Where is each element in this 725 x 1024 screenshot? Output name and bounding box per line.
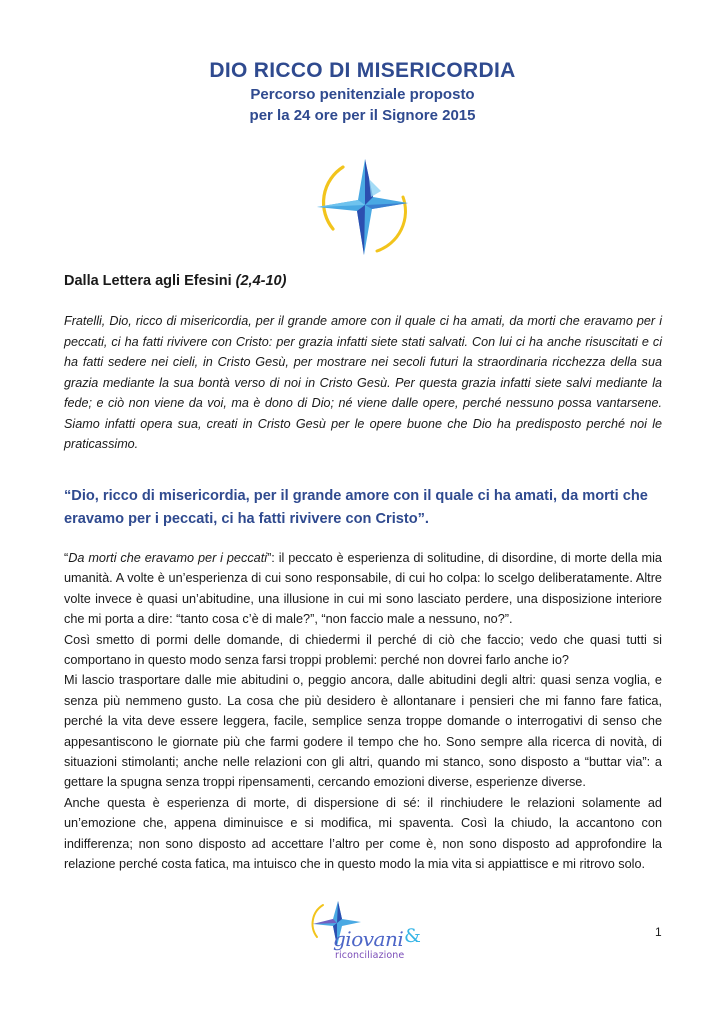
reading-heading-text: Dalla Lettera agli Efesini xyxy=(64,273,232,289)
footer-logo-ampersand: & xyxy=(404,925,421,947)
reflection-body xyxy=(64,548,662,875)
cross-star-logo-icon xyxy=(315,157,410,257)
reflection-paragraph: Mi lascio trasportare dalle mie abitudini o, peggio ancora, dalle abitudini degli altri: quasi senza voglia, e senza più nemmeno gusto. La cosa che più desidero è allontanare i pensieri che mi fanno fare fatica, perché la vita deve essere leggera, facile, semplice senza troppe domande o interrogativi di senso che appesantiscono le giornate più che farmi godere il tempo che ho. Sono sempre alla ricerca di novità, di situazioni stimolanti; anche nelle relazioni con gli altri, quando mi stanco, sono disposto a “buttar via”: a gettare la spugna senza troppi ripensamenti, cercando emozioni diverse, esperienze diverse. xyxy=(64,673,662,790)
footer-logo-word-giovani: giovani xyxy=(333,927,404,951)
paragraph-text: ”: il peccato è esperienza di solitudine, di disordine, di morte della mia umanità. A volte è un’esperienza di cui sono responsabile, di cui ho colpa: lo scelgo deliberatamente. Altre volte invece è quasi un’abitudine, una illusione in cui mi sono lasciato perdere, una disposizione interiore che mi porta a dire: “tanto cosa c’è di male?”, “non faccio male a nessuno, no?”. xyxy=(64,551,662,627)
footer-logo-word-riconciliazione: riconciliazione xyxy=(335,950,405,961)
page-number: 1 xyxy=(655,925,662,939)
document-subtitle-line1: Percorso penitenziale proposto xyxy=(250,86,475,103)
footer-logo xyxy=(309,899,431,965)
reading-reference: (2,4-10) xyxy=(235,273,287,289)
document-title: DIO RICCO DI MISERICORDIA xyxy=(209,59,516,82)
reading-heading xyxy=(64,273,286,289)
reflection-paragraph: Così smetto di pormi delle domande, di chiedermi il perché di ciò che faccio; vedo che quasi tutti si comportano in questo modo senza farsi troppi problemi: perché non dovrei farlo anche io? xyxy=(64,632,662,668)
document-subtitle-line2: per la 24 ore per il Signore 2015 xyxy=(249,107,476,124)
italic-phrase: Da morti che eravamo per i peccati xyxy=(68,551,268,565)
reflection-paragraph xyxy=(64,548,662,630)
quote-open-mark: “ xyxy=(64,551,69,565)
reflection-paragraph: Anche questa è esperienza di morte, di dispersione di sé: il rinchiudere le relazioni solamente ad un’emozione che, appena diminuisce e si modifica, mi spaventa. Così la chiudo, la accantono con indifferenza; non sono disposto ad accettare l’altro per come è, non sono disposto ad approfondire la relazione perché costa fatica, ma intuisco che in questo modo la mia vita si appiattisce e mi ritrovo solo. xyxy=(64,795,662,872)
reading-text: Fratelli, Dio, ricco di misericordia, per il grande amore con il quale ci ha amati, da morti che eravamo per i peccati, ci ha fatti rivivere con Cristo: per grazia infatti siete stati salvati. Con lui ci ha anche risuscitati e ci ha fatti sedere nei cieli, in Cristo Gesù, per mostrare nei secoli futuri la straordinaria ricchezza della sua grazia mediante la sua bontà verso di noi in Cristo Gesù. Per questa grazia infatti siete salvi mediante la fede; e ciò non viene da voi, ma è dono di Dio; né viene dalle opere, perché nessuno possa vantarsene. Siamo infatti opera sua, creati in Cristo Gesù per le opere buone che Dio ha predisposto perché noi le praticassimo. xyxy=(64,314,662,451)
highlighted-quote: “Dio, ricco di misericordia, per il grande amore con il quale ci ha amati, da morti che eravamo per i peccati, ci ha fatti rivivere con Cristo”. xyxy=(64,488,648,527)
